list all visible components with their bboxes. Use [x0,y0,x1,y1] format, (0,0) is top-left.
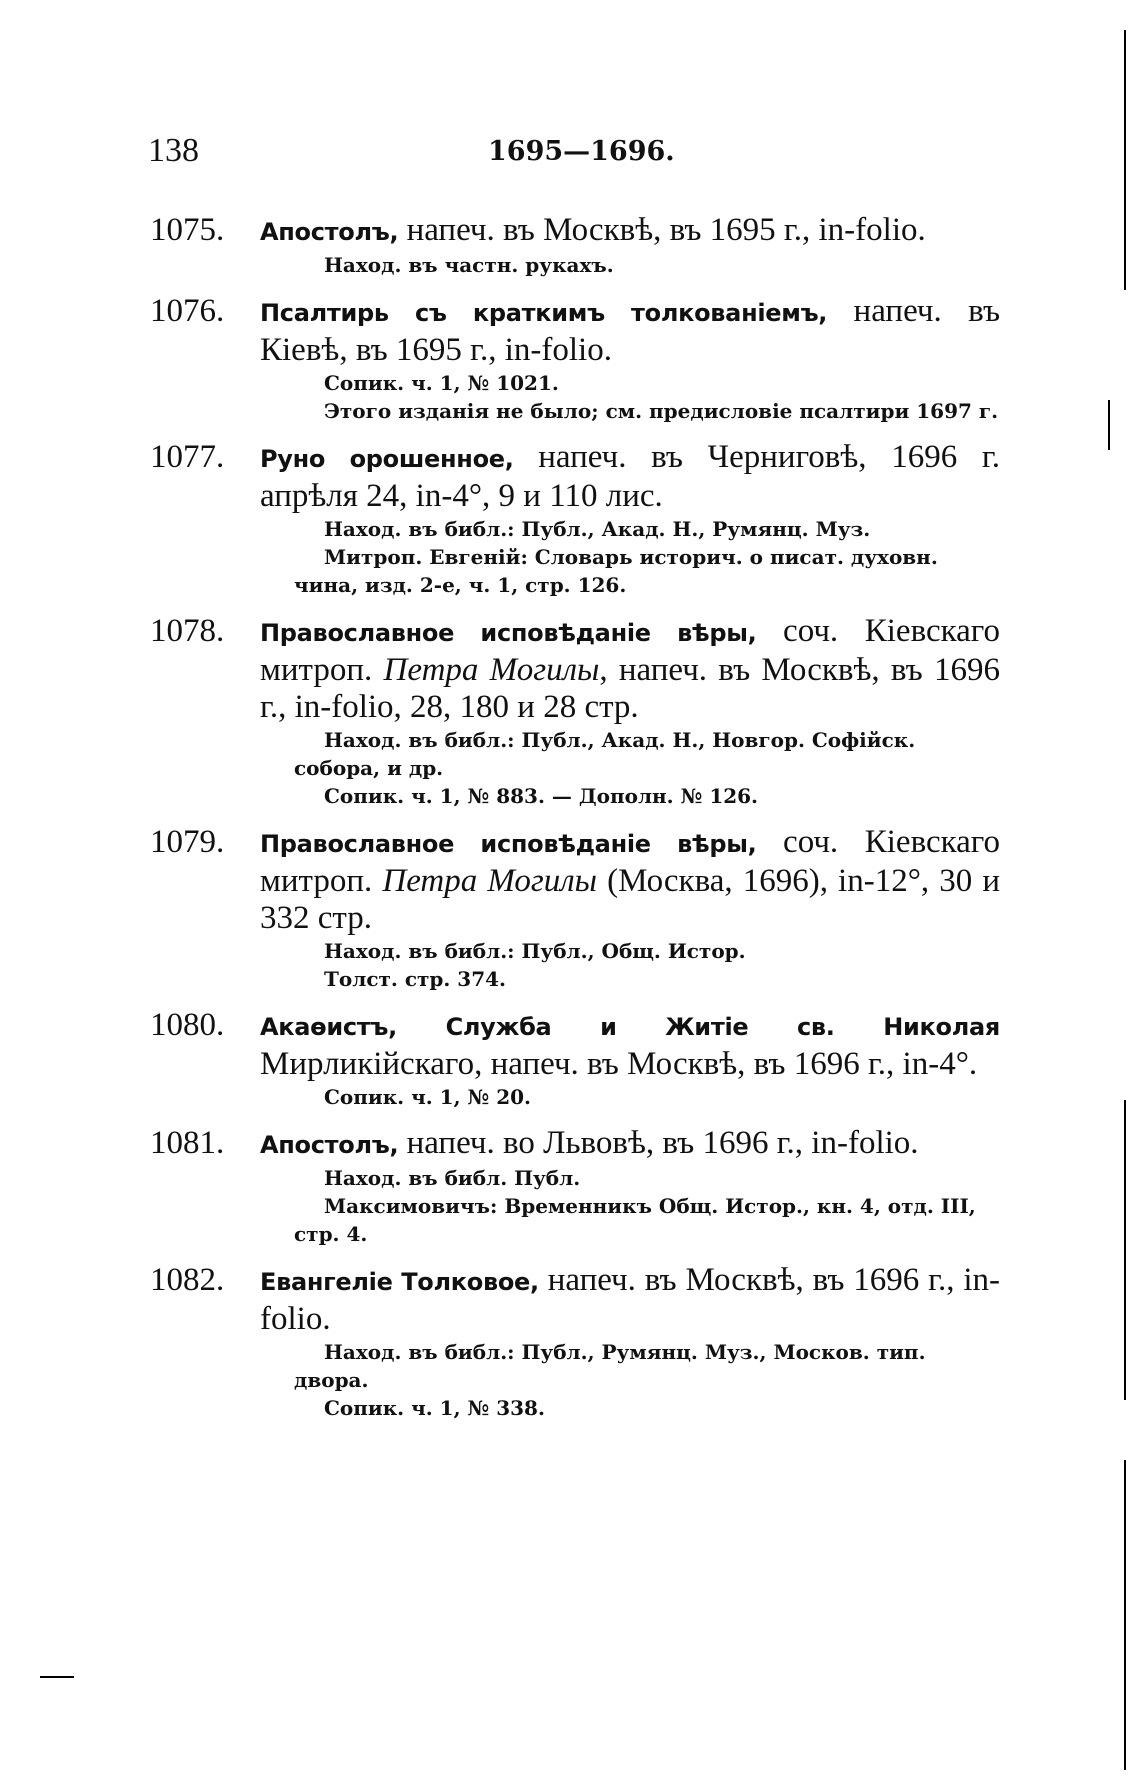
entry-1076 [150,293,1000,425]
entry-note: Наход. въ библ.: Публ., Акад. Н., Румянц. Муз. [324,517,871,541]
entry-description: Мирликійскаго, напеч. въ Москвѣ, въ 1696 г., in-4°. [260,1046,978,1082]
entry-title: Псалтирь съ краткимъ толкованіемъ, [260,299,828,327]
scan-edge-line [1108,400,1110,450]
entry-title: Православное исповѣданіе вѣры, [260,619,757,647]
entry-note: Сопик. ч. 1, № 20. [324,1085,532,1109]
scan-edge-line [1124,30,1126,290]
entry-note: Толст. стр. 374. [324,967,507,991]
entry-title: Евангеліе Толковое, [260,1268,539,1296]
entry-title: Руно орошенное, [260,445,514,473]
entry-1078 [150,613,1000,810]
entry-description: напеч. въ Москвѣ, въ 1695 г., in-folio. [398,212,926,248]
running-head [148,132,988,172]
entry-description: , напеч. въ Москвѣ, въ 1696 г., in-folio, 28, 180 и 28 стр. [260,652,1001,725]
entry-note: Сопик. ч. 1, № 1021. [324,371,559,395]
entry-1079 [150,824,1000,993]
entry-number: 1077. [150,439,225,475]
scan-edge-line [40,1676,74,1678]
entry-author: Петра Могилы [382,863,597,899]
entry-number: 1081. [150,1125,225,1161]
entry-note: Сопик. ч. 1, № 883. — Дополн. № 126. [324,784,759,808]
entry-1081 [150,1125,1000,1248]
entry-number: 1078. [150,613,225,649]
scan-edge-line [1124,1460,1126,1770]
entry-description: (Москва, 1696), in-12°, 30 и 332 стр. [260,863,1001,936]
entry-note: Наход. въ библ. Публ. [324,1166,581,1190]
entry-title: Апостолъ, [260,218,399,246]
entry-number: 1075. [150,212,225,248]
entry-note: Наход. въ частн. рукахъ. [324,253,614,277]
entry-note: Наход. въ библ.: Публ., Румянц. Муз., Москов. тип. двора. [294,1340,926,1392]
entry-description: напеч. въ Черниговѣ, 1696 г. апрѣля 24, in-4°, 9 и 110 лис. [260,439,1000,514]
entry-title: Православное исповѣданіе вѣры, [260,830,757,858]
scan-edge-line [1124,1100,1126,1400]
entry-note: Этого изданія не было; см. предисловіе псалтири 1697 г. [324,399,999,423]
entry-description: напеч. въ Кіевѣ, въ 1695 г., in-folio. [260,293,1001,368]
entry-author: Петра Могилы [383,652,600,688]
entry-number: 1076. [150,293,225,329]
entry-title: Акаөистъ, Служба и Житіе св. Николая [260,1013,1000,1041]
entry-1075 [150,212,1000,279]
running-head-years: 1695—1696. [488,136,675,167]
page-number: 138 [148,132,199,169]
entry-description: соч. Кіевскаго митроп. [260,613,1000,688]
entry-1077 [150,439,1000,599]
entry-title: Апостолъ, [260,1131,399,1159]
entry-number: 1082. [150,1262,225,1298]
entry-description: напеч. во Львовѣ, въ 1696 г., in-folio. [398,1125,919,1161]
entry-note: Сопик. ч. 1, № 338. [324,1396,545,1420]
entry-note: Митроп. Евгеній: Словарь историч. о писат. духовн. чина, изд. 2-е, ч. 1, стр. 126. [294,545,938,597]
entry-number: 1079. [150,824,225,860]
entry-note: Наход. въ библ.: Публ., Акад. Н., Новгор. Софійск. собора, и др. [294,728,916,780]
entry-note: Наход. въ библ.: Публ., Общ. Истор. [324,939,746,963]
entry-number: 1080. [150,1007,225,1043]
entry-description: напеч. въ Москвѣ, въ 1696 г., in-folio. [260,1262,1001,1337]
entry-1080 [150,1007,1000,1111]
entry-note: Максимовичъ: Временникъ Общ. Истор., кн. 4, отд. III, стр. 4. [294,1194,976,1246]
entry-description: соч. Кіевскаго митроп. [260,824,1000,899]
entry-1082 [150,1262,1000,1422]
catalog-entries [150,212,1000,1422]
